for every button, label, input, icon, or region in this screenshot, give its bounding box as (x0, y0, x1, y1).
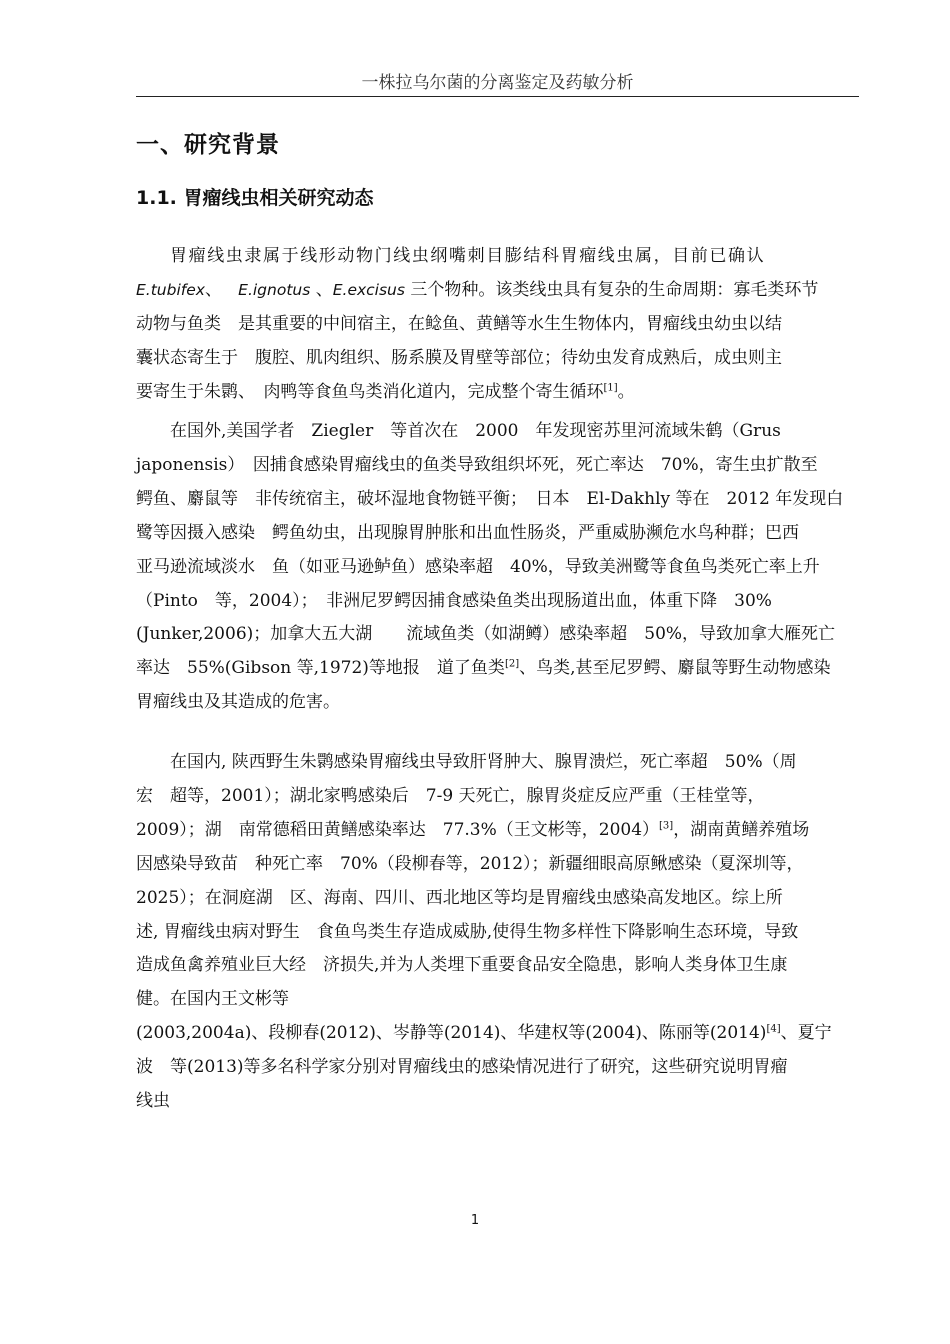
text-line: 鹭等因摄入感染 鳄鱼幼虫，出现腺胃肿胀和出血性肠炎，严重威胁濒危水鸟种群；巴西 (136, 522, 799, 543)
text-line (136, 1017, 862, 1051)
text-fragment: 率达 55%(Gibson 等,1972)等地报 道了鱼类 (136, 658, 505, 679)
text-fragment: 。 (617, 381, 635, 402)
species-name: E.excisus (332, 280, 405, 299)
species-name: E.ignotus (238, 280, 311, 299)
citation-ref[interactable]: [2] (504, 658, 520, 670)
paragraph-1 (136, 240, 862, 410)
text-line: （Pinto 等，2004）； 非洲尼罗鳄因捕食感染鱼类出现肠道出血，体重下降 30% (136, 590, 772, 611)
separator: 、 (310, 279, 333, 300)
citation-ref[interactable]: [4] (766, 1023, 781, 1035)
text-fragment: ，湖南黄鳝养殖场 (673, 819, 810, 840)
text-line: 健。在国内王文彬等 (136, 989, 289, 1010)
text-line: 囊状态寄生于 腹腔、肌肉组织、肠系膜及胃壁等部位；待幼虫发育成熟后，成虫则主 (136, 347, 782, 368)
text-line: 动物与鱼类 是其重要的中间宿主，在鲶鱼、黄鳝等水生生物体内，胃瘤线虫幼虫以结 (136, 313, 782, 334)
text-line: 线虫 (136, 1091, 170, 1112)
text-fragment: 要寄生于朱鹮、 肉鸭等食鱼鸟类消化道内，完成整个寄生循环 (136, 381, 604, 402)
text-line (136, 376, 862, 410)
subsection-title: 1.1. 胃瘤线虫相关研究动态 (136, 187, 374, 209)
text-line: 宏 超等，2001）；湖北家鸭感染后 7-9 天死亡，腺胃炎症反应严重（王桂堂等， (136, 785, 765, 806)
text-line: 因感染导致苗 种死亡率 70%（段柳春等，2012）；新疆细眼高原鳅感染（夏深圳等， (136, 853, 804, 874)
paragraph-3 (136, 746, 862, 1119)
paragraph-2 (136, 415, 862, 720)
text-line: 造成鱼禽养殖业巨大经 济损失,并为人类埋下重要食品安全隐患，影响人类身体卫生康 (136, 955, 788, 976)
citation-ref[interactable]: [3] (659, 820, 674, 832)
text-fragment: 、夏宁 (780, 1023, 832, 1044)
separator: 、 (204, 279, 228, 300)
text-fragment: 2009）；湖 南常德稻田黄鳝感染率达 77.3%（王文彬等，2004） (136, 819, 660, 840)
text-fragment: (2003,2004a)、段柳春(2012)、岑静等(2014)、华建权等(2004)、陈丽等(2014) (136, 1023, 767, 1044)
text-line: 鳄鱼、麝鼠等 非传统宿主，破坏湿地食物链平衡； 日本 El-Dakhly 等在 2012 年发现白 (136, 488, 844, 509)
text-line: (Junker,2006)；加拿大五大湖 流域鱼类（如湖鳟）感染率超 50%，导致加拿大雁死亡 (136, 624, 836, 645)
text-line: 胃瘤线虫及其造成的危害。 (136, 692, 340, 713)
text-line: 胃瘤线虫隶属于线形动物门线虫纲嘴刺目膨结科胃瘤线虫属，目前已确认 (170, 246, 766, 266)
text-line: japonensis） 因捕食感染胃瘤线虫的鱼类导致组织坏死，死亡率达 70%，寄生虫扩散至 (136, 454, 818, 475)
text-fragment: 三个物种。该类线虫具有复杂的生命周期：寡毛类环节 (404, 279, 819, 300)
header-divider (136, 96, 859, 97)
text-line: 2025）；在洞庭湖 区、海南、四川、西北地区等均是胃瘤线虫感染高发地区。综上所 (136, 887, 783, 908)
page-number: 1 (470, 1213, 480, 1228)
text-line (136, 652, 862, 686)
text-line: 亚马逊流域淡水 鱼（如亚马逊鲈鱼）感染率超 40%，导致美洲鹭等食鱼鸟类死亡率上升 (136, 556, 820, 577)
text-line: 在国外,美国学者 Ziegler 等首次在 2000 年发现密苏里河流域朱鹤（Grus (170, 421, 781, 441)
species-name: E.tubifex (136, 280, 205, 299)
text-line: 在国内, 陕西野生朱鹮感染胃瘤线虫导致肝肾肿大、腺胃溃烂，死亡率超 50%（周 (170, 752, 797, 772)
text-line: 波 等(2013)等多名科学家分别对胃瘤线虫的感染情况进行了研究，这些研究说明胃瘤 (136, 1057, 788, 1078)
citation-ref[interactable]: [1] (603, 381, 618, 393)
text-line: 述, 胃瘤线虫病对野生 食鱼鸟类生存造成威胁,使得生物多样性下降影响生态环境，导致 (136, 921, 799, 942)
text-line (136, 814, 862, 848)
text-fragment: 、鸟类,甚至尼罗鳄、麝鼠等野生动物感染 (519, 658, 831, 679)
running-header: 一株拉乌尔菌的分离鉴定及药敏分析 (361, 73, 634, 93)
section-title: 一、研究背景 (136, 132, 280, 158)
text-line (136, 274, 862, 308)
